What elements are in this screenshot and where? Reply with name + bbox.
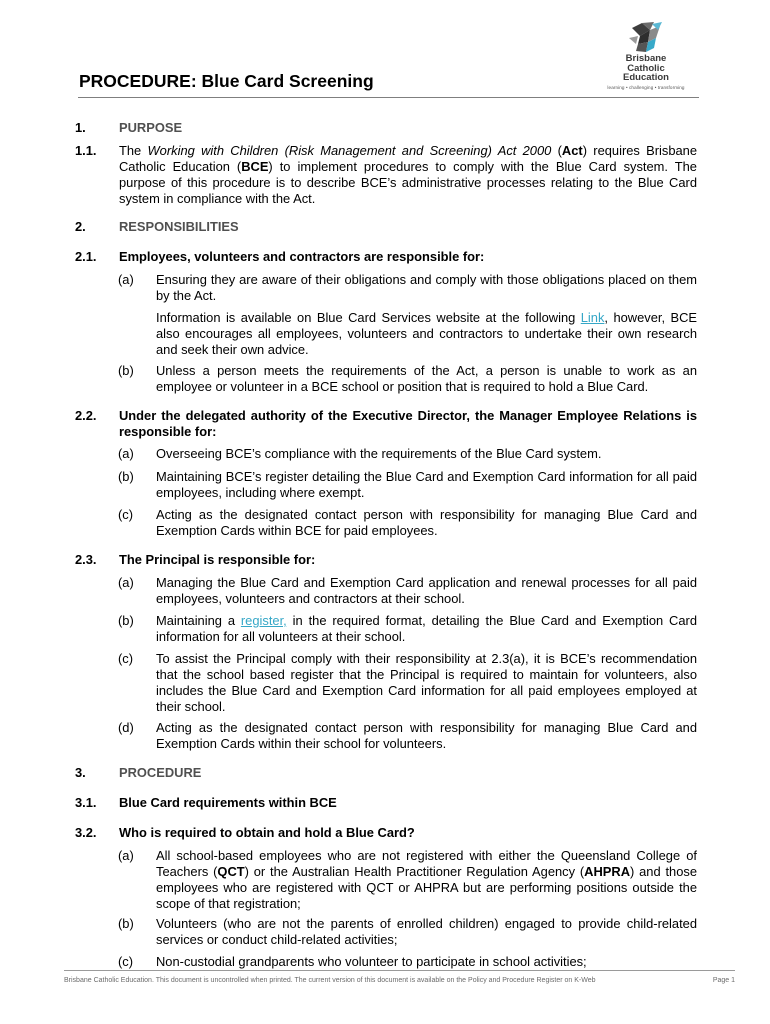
register-link[interactable]: register, <box>240 613 287 628</box>
bce-logo-mark-icon <box>626 20 666 54</box>
clause-heading: Under the delegated authority of the Executive Director, the Manager Employee Relations is responsible for: <box>119 408 697 439</box>
item-text: Maintaining a register, in the required format, detailing the Blue Card and Exemption Card information for all volunteers at their school. <box>156 613 697 644</box>
clause-2-1 <box>75 249 697 265</box>
page-footer <box>64 977 735 984</box>
item-2-2-b <box>75 469 697 501</box>
item-2-3-b <box>75 613 697 645</box>
item-text: Ensuring they are aware of their obligations and comply with those obligations placed on them by the Act. <box>156 272 697 303</box>
item-3-2-b <box>75 916 697 948</box>
item-text: Managing the Blue Card and Exemption Card application and renewal processes for all paid employees, volunteers and contractors at their school. <box>156 575 697 606</box>
item-label: (c) <box>118 507 134 522</box>
section-3-heading <box>75 765 697 781</box>
item-text: Non-custodial grandparents who volunteer to participate in school activities; <box>156 954 587 969</box>
clause-number: 3.2. <box>75 825 97 840</box>
item-label: (c) <box>118 954 134 969</box>
item-2-2-c <box>75 507 697 539</box>
item-3-2-c <box>75 954 697 970</box>
footer-text: Brisbane Catholic Education. This document is uncontrolled when printed. The current version of this document is available on the Policy and Procedure Register on K-Web <box>64 977 596 984</box>
clause-heading: Employees, volunteers and contractors are responsible for: <box>119 249 485 264</box>
logo-name-line3: Education <box>623 72 669 83</box>
section-number: 3. <box>75 765 86 780</box>
item-label: (a) <box>118 848 134 863</box>
clause-2-3 <box>75 552 697 568</box>
clause-3-2 <box>75 825 697 841</box>
item-label: (b) <box>118 613 134 628</box>
section-title: RESPONSIBILITIES <box>119 219 239 234</box>
footer-divider <box>64 970 735 971</box>
section-1-heading <box>75 120 697 136</box>
item-text: Acting as the designated contact person with responsibility for managing Blue Card and Exemption Cards within their school for volunteers. <box>156 720 697 751</box>
item-text: To assist the Principal comply with their responsibility at 2.3(a), it is BCE’s recommendation that the school based register that the Principal is required to maintain for volunteers, also includes the Blue Card and Exemption Card information for all paid employees employed at their school. <box>156 651 697 714</box>
title-divider <box>78 97 699 98</box>
page-title: PROCEDURE: Blue Card Screening <box>79 71 374 91</box>
item-2-2-a <box>75 446 697 462</box>
item-text: Unless a person meets the requirements of the Act, a person is unable to work as an employee or volunteer in a BCE school or position that is required to hold a Blue Card. <box>156 363 697 394</box>
clause-number: 3.1. <box>75 795 97 810</box>
clause-2-2 <box>75 408 697 440</box>
item-2-3-c <box>75 651 697 715</box>
section-number: 1. <box>75 120 86 135</box>
clause-number: 2.2. <box>75 408 97 423</box>
section-number: 2. <box>75 219 86 234</box>
item-2-1-b <box>75 363 697 395</box>
page-number: Page 1 <box>712 977 735 984</box>
info-text: Information is available on Blue Card Services website at the following Link, however, BCE also encourages all employees, volunteers and contractors to undertake their own research and seek their own advice. <box>156 310 697 357</box>
clause-heading: The Principal is responsible for: <box>119 552 316 567</box>
section-2-heading <box>75 219 697 235</box>
blue-card-services-link[interactable]: Link <box>580 310 605 325</box>
clause-number: 1.1. <box>75 143 97 158</box>
clause-number: 2.3. <box>75 552 97 567</box>
logo-name-line1: Brisbane <box>625 53 667 64</box>
act-name: Working with Children (Risk Management and Screening) Act 2000 <box>147 143 552 158</box>
item-text: Overseeing BCE’s compliance with the requirements of the Blue Card system. <box>156 446 602 461</box>
item-2-3-a <box>75 575 697 607</box>
clause-1-1 <box>75 143 697 207</box>
clause-heading: Who is required to obtain and hold a Blue Card? <box>119 825 415 840</box>
item-label: (a) <box>118 575 134 590</box>
item-label: (b) <box>118 363 134 378</box>
item-2-1-info <box>75 310 697 358</box>
item-label: (b) <box>118 916 134 931</box>
item-label: (a) <box>118 446 134 461</box>
item-2-3-d <box>75 720 697 752</box>
item-text: Acting as the designated contact person with responsibility for managing Blue Card and Exemption Cards within BCE for paid employees. <box>156 507 697 538</box>
item-text: Maintaining BCE’s register detailing the Blue Card and Exemption Card information for all paid employees, including where exempt. <box>156 469 697 500</box>
clause-3-1 <box>75 795 697 811</box>
logo-name-line2: Catholic <box>627 62 665 74</box>
clause-heading: Blue Card requirements within BCE <box>119 795 337 810</box>
item-label: (d) <box>118 720 134 735</box>
bce-logo <box>601 20 691 90</box>
item-label: (b) <box>118 469 134 484</box>
item-3-2-a <box>75 848 697 912</box>
item-text: All school-based employees who are not registered with either the Queensland College of Teachers (QCT) or the Australian Health Practitioner Regulation Agency (AHPRA) and those employees who are registered with QCT or AHPRA but are performing positions outside the scope of that registration; <box>156 848 697 911</box>
section-title: PURPOSE <box>119 120 183 135</box>
clause-text: The Working with Children (Risk Management and Screening) Act 2000 (Act) requires Brisbane Catholic Education (BCE) to implement procedures to comply with the Blue Card system. The purpose of this procedure is to describe BCE’s administrative processes relating to the Blue Card system in compliance with the Act. <box>119 143 698 206</box>
logo-tagline: learning • challenging • transforming <box>607 84 685 90</box>
item-label: (c) <box>118 651 134 666</box>
item-text: Volunteers (who are not the parents of enrolled children) engaged to provide child-related services or conduct child-related activities; <box>156 916 697 947</box>
item-label: (a) <box>118 272 134 287</box>
section-title: PROCEDURE <box>119 765 202 780</box>
item-2-1-a <box>75 272 697 304</box>
clause-number: 2.1. <box>75 249 97 264</box>
